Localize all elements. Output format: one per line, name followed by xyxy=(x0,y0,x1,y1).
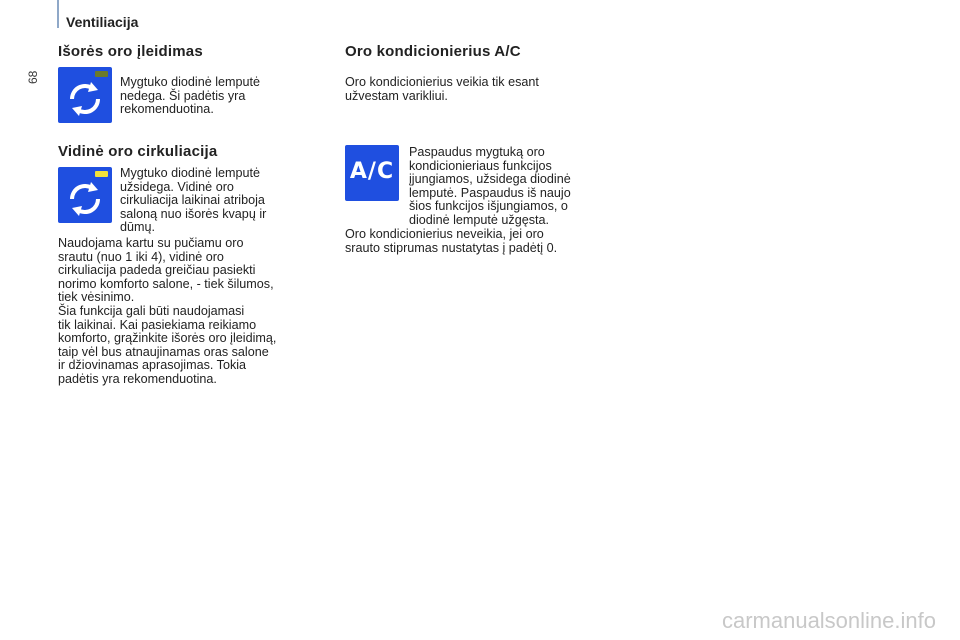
led-on-indicator xyxy=(95,171,108,177)
section-title: Ventiliacija xyxy=(66,14,139,30)
recirculation-button xyxy=(58,167,112,223)
recirculation-paragraph-1: Naudojama kartu su pučiamu oro srautu (nuo 1 iki 4), vidinė oro cirkuliacija padeda greičiau pasiekti norimo komforto salone, - tiek šilumos, tiek vėsinimo. xyxy=(58,236,274,305)
outside-air-text: Mygtuko diodinė lemputė nedega. Ši padėtis yra rekomenduotina. xyxy=(120,75,261,117)
recirculation-paragraph-2: Šia funkcija gali būti naudojamasi tik laikinai. Kai pasiekiama reikiamo komforto, grąžinkite išorės oro įleidimą, taip vėl bus atnaujinamas oras salone ir džiovinamas aprasojimas. Tokia padėtis yra rekomenduotina. xyxy=(58,304,277,386)
ac-button-label: A/C xyxy=(349,159,395,184)
led-off-indicator xyxy=(95,71,108,77)
outside-air-button xyxy=(58,67,112,123)
header-divider xyxy=(57,0,59,28)
recirculation-title: Vidinė oro cirkuliacija xyxy=(58,143,218,160)
page-number: 68 xyxy=(26,70,40,84)
ac-intro: Oro kondicionierius veikia tik esant užvestam varikliui. xyxy=(345,75,539,103)
ac-note: Oro kondicionierius neveikia, jei oro srauto stiprumas nustatytas į padėtį 0. xyxy=(345,227,558,255)
air-intake-icon xyxy=(64,79,106,119)
recirculation-icon xyxy=(64,179,106,219)
ac-text: Paspaudus mygtuką oro kondicionieriaus funkcijos įjungiamos, užsidega diodinė lemputė. Paspaudus iš naujo šios funkcijos išjungiamos, o diodinė lemputė užgęsta. xyxy=(409,145,571,227)
outside-air-title: Išorės oro įleidimas xyxy=(58,43,203,60)
recirculation-text: Mygtuko diodinė lemputė užsidega. Vidinė oro cirkuliacija laikinai atriboja saloną nuo išorės kvapų ir dūmų. xyxy=(120,166,267,235)
ac-title: Oro kondicionierius A/C xyxy=(345,43,521,60)
ac-button xyxy=(345,145,399,201)
watermark: carmanualsonline.info xyxy=(721,608,936,633)
